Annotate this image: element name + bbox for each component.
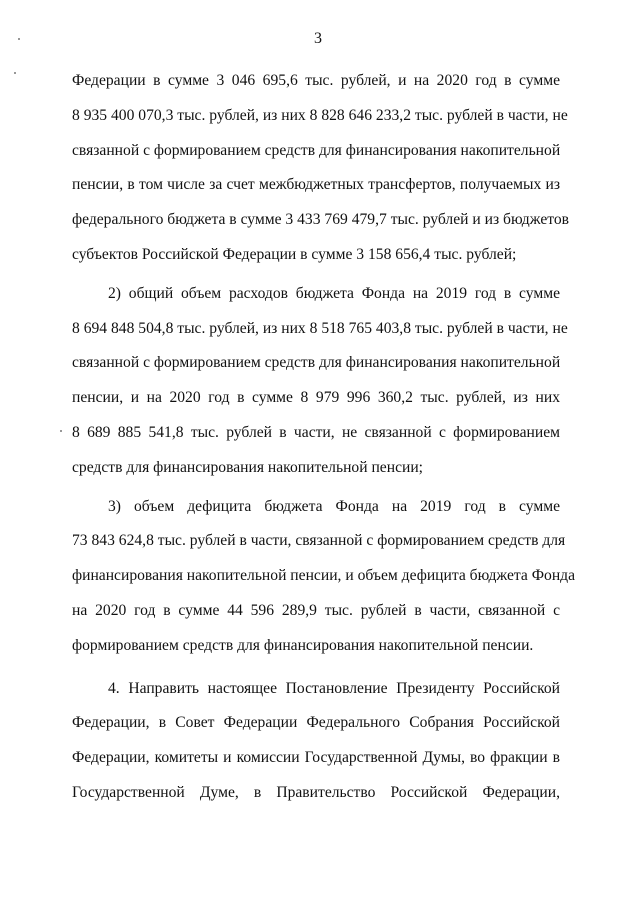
text-line: Федерации в сумме 3 046 695,6 тыс. рублей, и на 2020 год в сумме — [72, 72, 560, 89]
scan-speck — [60, 430, 62, 432]
text-line: финансирования накопительной пенсии, и объем дефицита бюджета Фонда — [72, 567, 576, 585]
text-line: связанной с формированием средств для финансирования накопительной — [72, 141, 561, 159]
text-line: средств для финансирования накопительной пенсии; — [72, 458, 424, 476]
paragraph-1-continuation — [72, 64, 570, 273]
text-line: Федерации, комитеты и комиссии Государственной Думы, во фракции в — [72, 749, 560, 767]
paragraph-2-expenditures — [72, 273, 568, 486]
text-line: пенсии, и на 2020 год в сумме 8 979 996 360,2 тыс. рублей, из них — [72, 389, 560, 407]
text-line: 73 843 624,8 тыс. рублей в части, связанной с формированием средств для — [72, 532, 566, 550]
text-line: 2) общий объем расходов бюджета Фонда на 2019 год в сумме — [108, 284, 560, 302]
text-line: на 2020 год в сумме 44 596 289,9 тыс. рублей в части, связанной с — [72, 601, 560, 619]
text-line: 4. Направить настоящее Постановление Президенту Российской — [108, 679, 560, 697]
paragraph-3-deficit — [72, 486, 576, 664]
paragraph-4-direction — [72, 664, 560, 811]
document-body — [72, 64, 576, 811]
text-line: пенсии, в том числе за счет межбюджетных трансфертов, получаемых из — [72, 176, 560, 194]
text-line: 3) объем дефицита бюджета Фонда на 2019 год в сумме — [108, 497, 560, 515]
text-line: связанной с формированием средств для финансирования накопительной — [72, 354, 561, 372]
page-number: 3 — [314, 30, 322, 47]
scan-speck — [14, 72, 16, 74]
text-line: формированием средств для финансирования накопительной пенсии. — [72, 636, 534, 654]
text-line: федерального бюджета в сумме 3 433 769 479,7 тыс. рублей и из бюджетов — [72, 211, 570, 229]
text-line: субъектов Российской Федерации в сумме 3 158 656,4 тыс. рублей; — [72, 245, 517, 263]
text-line: Государственной Думе, в Правительство Российской Федерации, — [72, 783, 560, 801]
text-line: 8 694 848 504,8 тыс. рублей, из них 8 518 765 403,8 тыс. рублей в части, не — [72, 319, 568, 337]
text-line: 8 935 400 070,3 тыс. рублей, из них 8 828 646 233,2 тыс. рублей в части, не — [72, 106, 568, 124]
text-line: Федерации, в Совет Федерации Федерального Собрания Российской — [72, 714, 560, 732]
text-line: 8 689 885 541,8 тыс. рублей в части, не связанной с формированием — [72, 423, 560, 441]
